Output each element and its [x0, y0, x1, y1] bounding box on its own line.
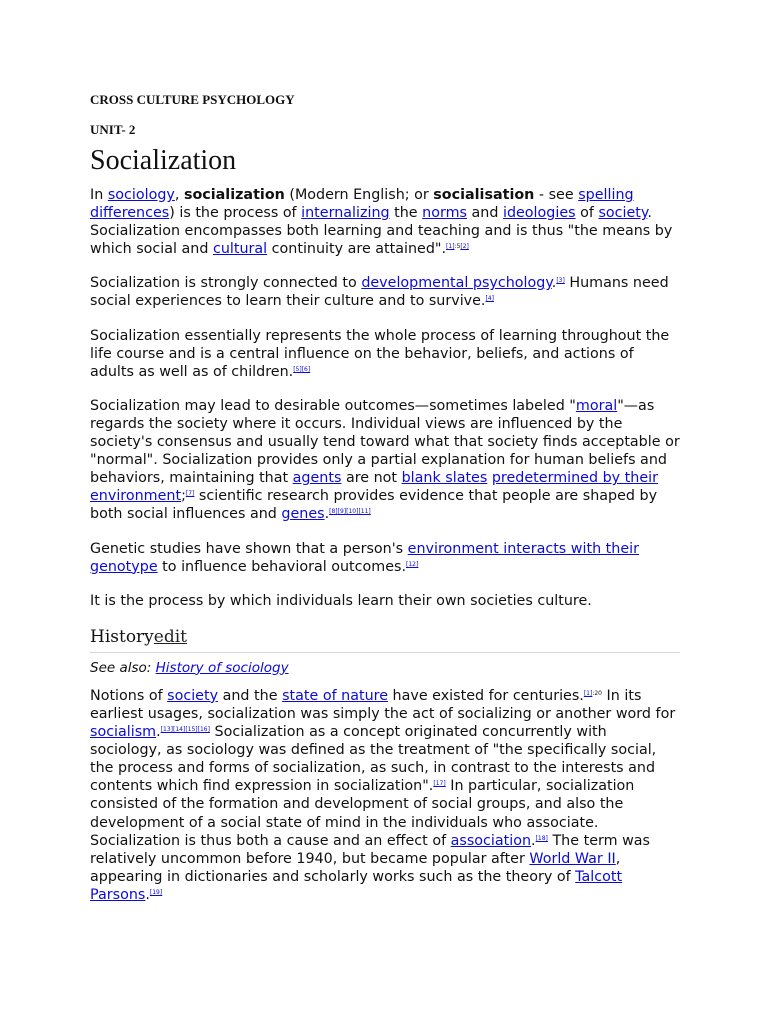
ref-link[interactable]: [3]: [556, 277, 565, 285]
ref-link[interactable]: [8]: [329, 508, 338, 516]
citation: [329, 508, 371, 515]
link-predetermined[interactable]: predetermined by their environment: [90, 470, 658, 505]
link-norms[interactable]: norms: [422, 205, 467, 222]
link-association[interactable]: association: [450, 832, 532, 849]
link-environment-genotype[interactable]: environment interacts with their genotype: [90, 540, 639, 575]
document-page: [90, 92, 680, 920]
citation: [150, 889, 162, 896]
ref-link[interactable]: [12]: [406, 560, 419, 568]
link-spelling-differences[interactable]: spelling differences: [90, 187, 634, 222]
link-moral[interactable]: moral: [575, 397, 618, 414]
citation: [485, 295, 494, 302]
edit-link[interactable]: edit: [153, 626, 188, 647]
paragraph-life-course: Socialization essentially represents the whole process of learning throughout the life course and is a central influence on the behavior, beliefs, and actions of adults as well as of children.[5][6]: [90, 327, 670, 380]
citation: [293, 366, 310, 373]
paragraph-outcomes: Socialization may lead to desirable outcomes—sometimes labeled "moral"—as regards the society where it occurs. Individual views are influenced by the society's consensus and usually tend toward what that society finds acceptable or "normal". Socialization provides only a partial explanation for human beliefs and behaviors, maintaining that agents are not blank slates predetermined by their environment;[7] scientific research provides evidence that people are shaped by both social influences and genes.[8][9][10][11]: [90, 397, 680, 523]
ref-link[interactable]: [10]: [346, 508, 359, 516]
link-state-of-nature[interactable]: state of nature: [282, 687, 388, 704]
link-society[interactable]: society: [167, 687, 219, 704]
paragraph-history: Notions of society and the state of nature have existed for centuries.$^{[1]:20}$ In its earliest usages, socialization was simply the act of socializing or another word for socialism.[13][14][15][16] Socialization as a concept originated concurrently with sociology, as sociology was defined as the treatment of "the specifically social, the process and forms of socialization, as such, in contrast to the interests and contents which find expression in socialization".[17] In particular, socialization consisted of the formation and development of social groups, and also the development of a social state of mind in the individuals who associate. Socialization is thus both a cause and an effect of association.[18] The term was relatively uncommon before 1940, but became popular after World War II, appearing in dictionaries and scholarly works such as the theory of Talcott Parsons.[19]: [90, 687, 676, 903]
term-socialization: socialization: [183, 187, 285, 203]
link-sociology[interactable]: sociology: [107, 187, 175, 203]
citation: [556, 277, 565, 284]
link-world-war-ii[interactable]: World War II: [529, 850, 616, 867]
ref-link[interactable]: [13]: [160, 726, 173, 734]
ref-link[interactable]: [1]: [583, 689, 593, 697]
history-heading: Historyedit: [90, 626, 188, 647]
intro-paragraph: In sociology, socialization (Modern English; or socialisation - see spelling differences) is the process of internalizing the norms and ideologies of society. Socialization encompasses both learning and teaching and is thus "the means by which social and cultural continuity are attained".[1]:5[2]: [90, 187, 673, 258]
ref-link[interactable]: [9]: [337, 508, 347, 516]
ref-link[interactable]: [6]: [301, 365, 311, 373]
citation: [1]:5[2]: [446, 243, 469, 251]
paragraph-genetic: Genetic studies have shown that a person's environment interacts with their genotype to influence behavioral outcomes.[12]: [90, 540, 639, 575]
ref-link[interactable]: [11]: [358, 508, 371, 516]
term-socialisation: socialisation: [433, 187, 535, 203]
citation: [536, 835, 548, 842]
paragraph-process: It is the process by which individuals learn their own societies culture.: [90, 592, 592, 609]
link-socialism[interactable]: socialism: [90, 724, 157, 741]
link-ideologies[interactable]: ideologies: [502, 205, 576, 222]
ref-link[interactable]: [16]: [197, 726, 210, 734]
ref-link[interactable]: [18]: [535, 834, 548, 842]
history-heading-row: [90, 626, 680, 653]
link-internalizing[interactable]: internalizing: [301, 205, 390, 222]
citation: [406, 561, 418, 568]
ref-link[interactable]: [2]: [460, 243, 469, 251]
ref-link[interactable]: [7]: [185, 490, 195, 498]
ref-link[interactable]: [4]: [485, 295, 494, 303]
page-title: Socialization: [90, 145, 237, 176]
citation: [1]:20: [583, 689, 602, 697]
link-agents[interactable]: agents: [292, 470, 342, 487]
ref-link[interactable]: [14]: [172, 726, 186, 734]
link-developmental-psychology[interactable]: developmental psychology: [361, 275, 552, 292]
paragraph-developmental: Socialization is strongly connected to developmental psychology.[3] Humans need social experiences to learn their culture and to survive.[4]: [90, 275, 669, 310]
link-talcott-parsons[interactable]: Talcott Parsons: [90, 868, 623, 903]
link-blank-slates[interactable]: blank slates: [401, 470, 488, 487]
ref-link[interactable]: [1]: [446, 243, 455, 251]
citation: [161, 726, 210, 733]
link-society[interactable]: society: [598, 205, 648, 222]
ref-link[interactable]: [19]: [149, 888, 163, 896]
see-also: See also: History of sociology: [90, 659, 289, 676]
link-history-of-sociology[interactable]: History of sociology: [155, 659, 289, 676]
course-heading: CROSS CULTURE PSYCHOLOGY: [90, 92, 295, 107]
link-cultural[interactable]: cultural: [212, 241, 268, 258]
ref-link[interactable]: [15]: [185, 726, 198, 734]
link-genes[interactable]: genes: [281, 506, 325, 523]
ref-link[interactable]: [17]: [433, 780, 446, 788]
unit-heading: UNIT- 2: [90, 122, 136, 137]
ref-link[interactable]: [5]: [293, 365, 302, 373]
citation: [433, 780, 445, 787]
